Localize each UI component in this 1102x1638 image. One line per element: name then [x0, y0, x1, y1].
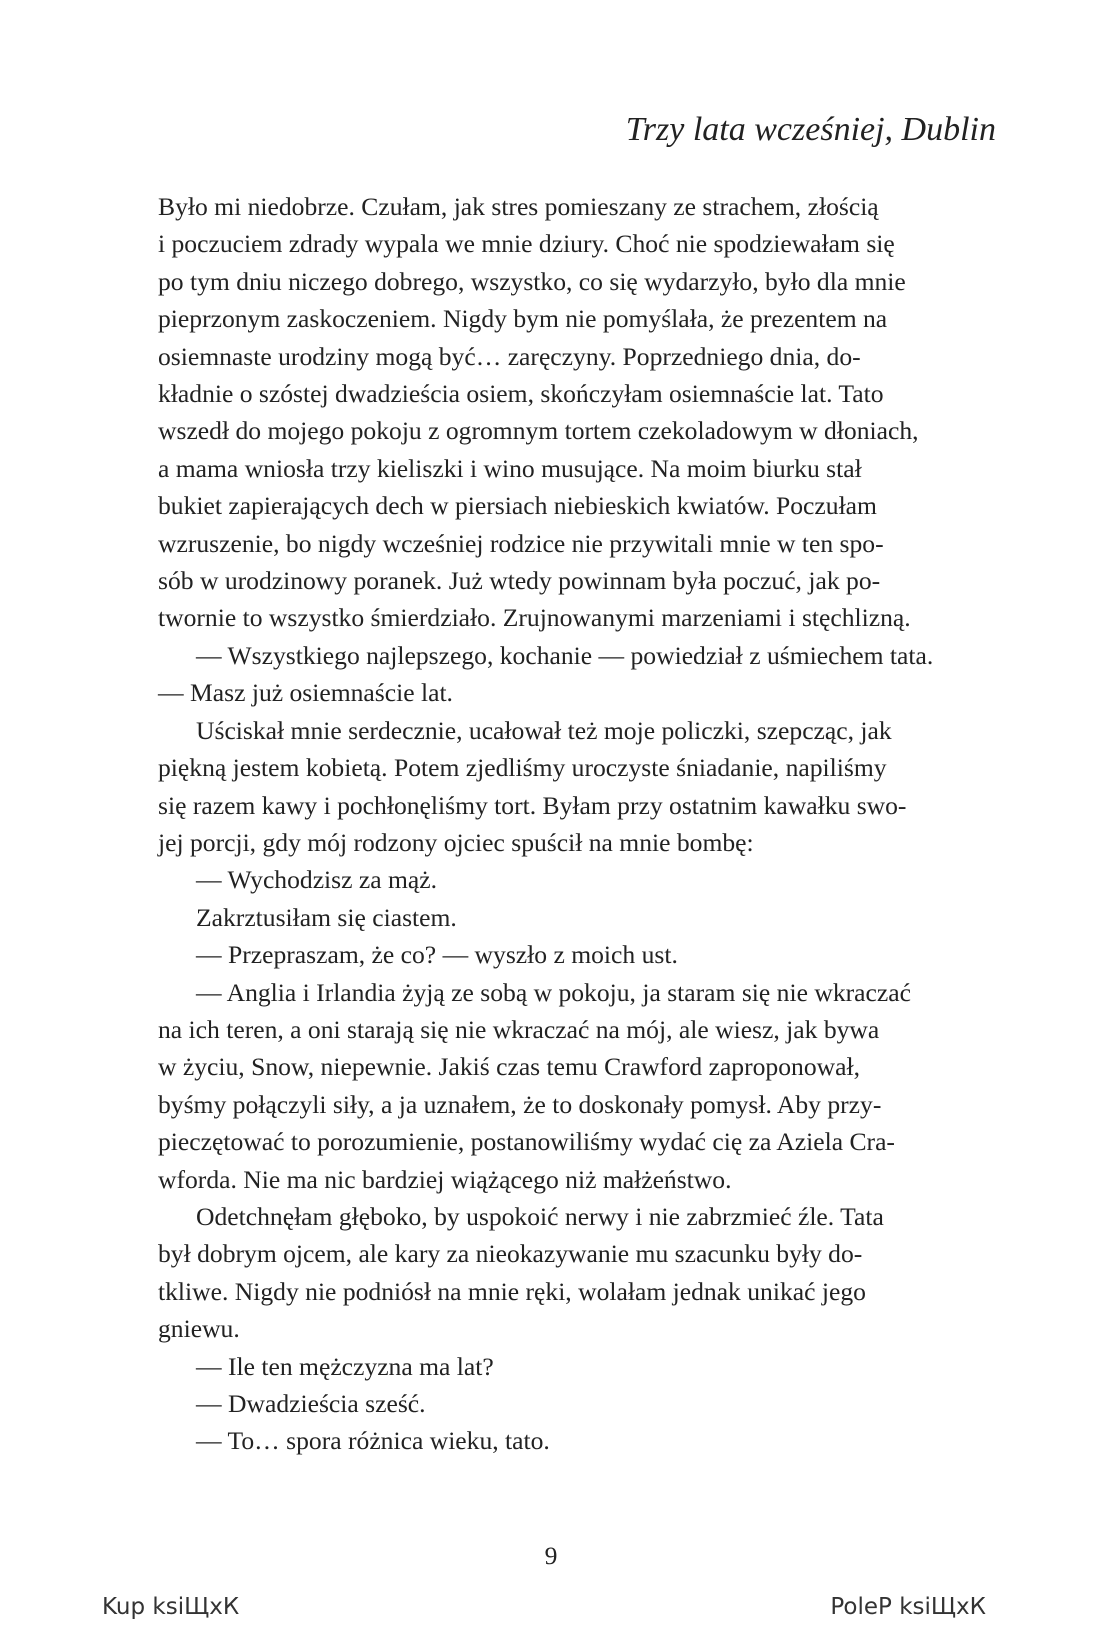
recommend-book-link[interactable]: PoleP ksiЩхК: [830, 1594, 986, 1620]
paragraph-dialogue-birthday-wish: — Wszystkiego najlepszego, kochanie — powiedział z uśmiechem tata. — Masz już osiemnaście lat.: [158, 640, 934, 708]
paragraph-dialogue-age-question: — Ile ten mężczyzna ma lat?: [196, 1351, 494, 1381]
chapter-heading: Trzy lata wcześniej, Dublin: [625, 111, 996, 148]
paragraph-narration-2: Uściskał mnie serdecznie, ucałował też moje policzki, szepcząc, jak piękną jestem kobietą. Potem zjedliśmy uroczyste śniadanie, napiliśmy się razem kawy i pochłonęliśmy tort. Byłam przy ostatnim kawałku swo- jej porcji, gdy mój rodzony ojciec spuścił na mnie bombę:: [158, 715, 907, 857]
paragraph-narration-1: Było mi niedobrze. Czułam, jak stres pomieszany ze strachem, złością i poczuciem zdrady wypala we mnie dziury. Choć nie spodziewałam się po tym dniu niczego dobrego, wszystko, co się wydarzyło, było dla mnie pieprzonym zaskoczeniem. Nigdy bym nie pomyślała, że prezentem na osiemnaste urodziny mogą być… zaręczyny. Poprzedniego dnia, do- kładnie o szóstej dwadzieścia osiem, skończyłam osiemnaście lat. Tato wszedł do mojego pokoju z ogromnym tortem czekoladowym w dłoniach, a mama wniosła trzy kieliszki i wino musujące. Na moim biurku stał bukiet zapierających dech w piersiach niebieskich kwiatów. Poczułam wzruszenie, bo nigdy wcześniej rodzice nie przywitali mnie w ten spo- sób w urodzinowy poranek. Już wtedy powinnam była poczuć, jak po- twornie to wszystko śmierdziało. Zrujnowanymi marzeniami i stęchlizną.: [158, 192, 919, 633]
buy-book-link[interactable]: Kup ksiЩхК: [102, 1594, 240, 1620]
paragraph-narration-3: Zakrztusiłam się ciastem.: [196, 902, 457, 932]
paragraph-dialogue-marriage: — Wychodzisz za mąż.: [196, 865, 438, 895]
paragraph-narration-4: Odetchnęłam głęboko, by uspokoić nerwy i nie zabrzmieć źle. Tata był dobrym ojcem, ale kary za nieokazywanie mu szacunku były do- tkliwe. Nigdy nie podniósł na mnie ręki, wolałam jednak unikać jego gniewu.: [158, 1201, 884, 1344]
body-text: [158, 188, 996, 1460]
page-number: 9: [544, 1541, 558, 1570]
paragraph-dialogue-age-answer: — Dwadzieścia sześć.: [196, 1389, 426, 1418]
paragraph-dialogue-age-gap: — To… spora różnica wieku, tato.: [196, 1426, 550, 1456]
paragraph-dialogue-question: — Przepraszam, że co? — wyszło z moich ust.: [196, 940, 678, 970]
paragraph-dialogue-explanation: — Anglia i Irlandia żyją ze sobą w pokoju, ja staram się nie wkraczać na ich teren, a oni starają się nie wkraczać na mój, ale wiesz, jak bywa w życiu, Snow, niepewnie. Jakiś czas temu Crawford zaproponował, byśmy połączyli siły, a ja uznałem, że to doskonały pomysł. Aby przy- pieczętować to porozumienie, postanowiliśmy wydać cię za Aziela Cra- wforda. Nie ma nic bardziej wiążącego niż małżeństwo.: [158, 977, 911, 1194]
